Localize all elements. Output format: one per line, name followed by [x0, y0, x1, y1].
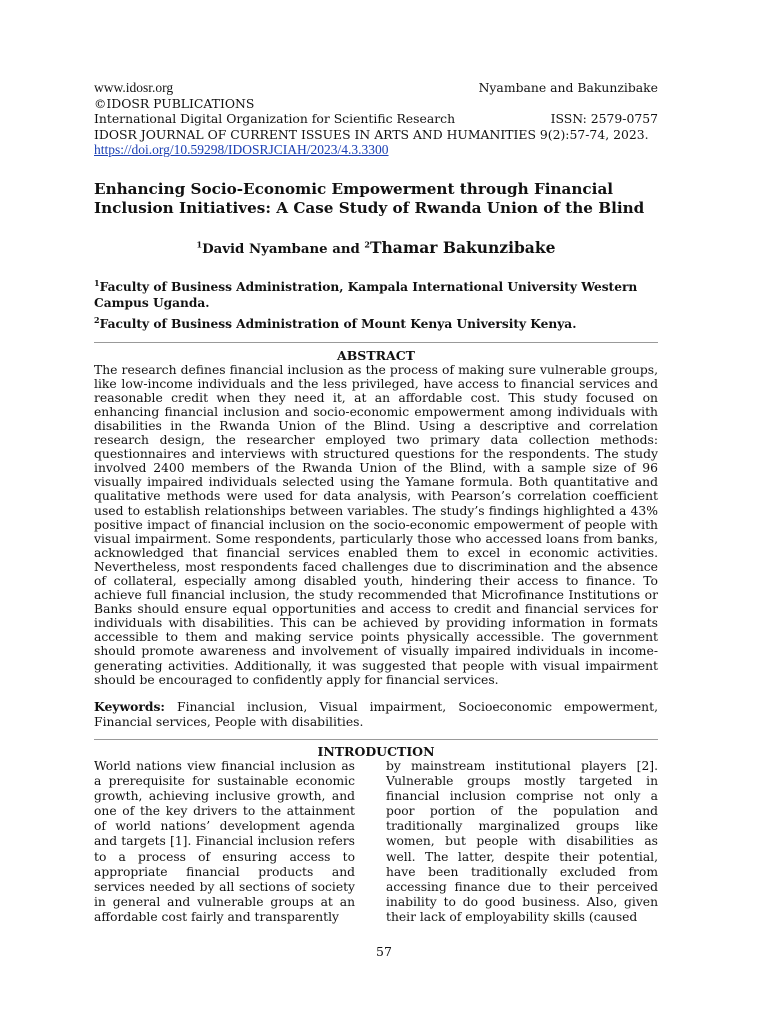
website-url[interactable]: www.idosr.org [94, 80, 174, 95]
keywords-text: Financial inclusion, Visual impairment, Socioeconomic empowerment, Financial services, People with disabilities. [94, 699, 658, 730]
divider [94, 342, 658, 343]
organization: International Digital Organization for Scientific Research [94, 111, 456, 127]
doi-link[interactable]: https://doi.org/10.59298/IDOSRJCIAH/2023/4.3.3300 [94, 142, 389, 158]
running-authors: Nyambane and Bakunzibake [478, 80, 658, 95]
author2-superscript: 2 [364, 239, 370, 250]
affiliation-2 [94, 313, 658, 333]
abstract-heading: ABSTRACT [337, 347, 415, 363]
journal-header [94, 80, 658, 158]
paper-page [94, 80, 658, 925]
divider [94, 739, 658, 740]
author2: Thamar Bakunzibake [370, 237, 556, 257]
affiliation-1-superscript: 1 [94, 277, 100, 288]
author1: David Nyambane and [202, 241, 365, 257]
affiliation-2-text: Faculty of Business Administration of Mount Kenya University Kenya. [99, 317, 577, 332]
keywords [94, 699, 658, 731]
publisher: ©IDOSR PUBLICATIONS [94, 95, 255, 111]
introduction-right-column: by mainstream institutional players [2]. Vulnerable groups mostly targeted in financial inclusion comprise not only a poor portion of the population and traditionally marginalized groups like women, but people with disabilities as well. The latter, despite their potential, have been traditionally excluded from accessing finance due to their perceived inability to do good business. Also, given their lack of employability skills (caused [386, 758, 658, 924]
page-number: 57 [376, 944, 392, 959]
issn: ISSN: 2579-0757 [550, 111, 658, 127]
introduction-columns [94, 759, 658, 925]
affiliation-1-text: Faculty of Business Administration, Kampala International University Western Campus Uganda. [94, 280, 638, 310]
journal-citation: IDOSR JOURNAL OF CURRENT ISSUES IN ARTS AND HUMANITIES 9(2):57-74, 2023. [94, 126, 649, 142]
affiliations [94, 276, 658, 333]
affiliation-2-superscript: 2 [94, 315, 100, 326]
author1-superscript: 1 [196, 239, 203, 250]
abstract-text: The research defines financial inclusion as the process of making sure vulnerable groups, like low-income individuals and the less privileged, have access to financial services and reasonable credit when they need it, at an affordable cost. This study focused on enhancing financial inclusion and socio-economic empowerment among individuals with disabilities in the Rwanda Union of the Blind. Using a descriptive and correlation research design, the researcher employed two primary data collection methods: questionnaires and interviews with structured questions for the respondents. The study involved 2400 members of the Rwanda Union of the Blind, with a sample size of 96 visually impaired individuals selected using the Yamane formula. Both quantitative and qualitative methods were used for data analysis, with Pearson’s correlation coefficient used to establish relationships between variables. The study’s findings highlighted a 43% positive impact of financial inclusion on the socio-economic empowerment of people with visual impairment. Some respondents, particularly those who accessed loans from banks, acknowledged that financial services enabled them to excel in economic activities. Nevertheless, most respondents faced challenges due to discrimination and the absence of collateral, especially among disabled youth, hindering their access to finance. To achieve full financial inclusion, the study recommended that Microfinance Institutions or Banks should ensure equal opportunities and access to credit and financial services for individuals with disabilities. This can be achieved by providing information in formats accessible to them and making service points physically accessible. The government should promote awareness and involvement of visually impaired individuals in income-generating activities. Additionally, it was suggested that people with visual impairment should be encouraged to confidently apply for financial services. [94, 362, 658, 687]
keywords-label: Keywords: [94, 698, 165, 714]
author-line [94, 238, 658, 257]
introduction-left-column: World nations view financial inclusion as a prerequisite for sustainable economic growth, achieving inclusive growth, and one of the key drivers to the attainment of world nations’ development agenda and targets [1]. Financial inclusion refers to a process of ensuring access to appropriate financial products and services needed by all sections of society in general and vulnerable groups at an affordable cost fairly and transparently [94, 758, 355, 924]
affiliation-1 [94, 276, 658, 311]
paper-title: Enhancing Socio-Economic Empowerment through Financial Inclusion Initiatives: A Case Study of Rwanda Union of the Blind [94, 179, 645, 217]
introduction-heading: INTRODUCTION [317, 743, 435, 759]
